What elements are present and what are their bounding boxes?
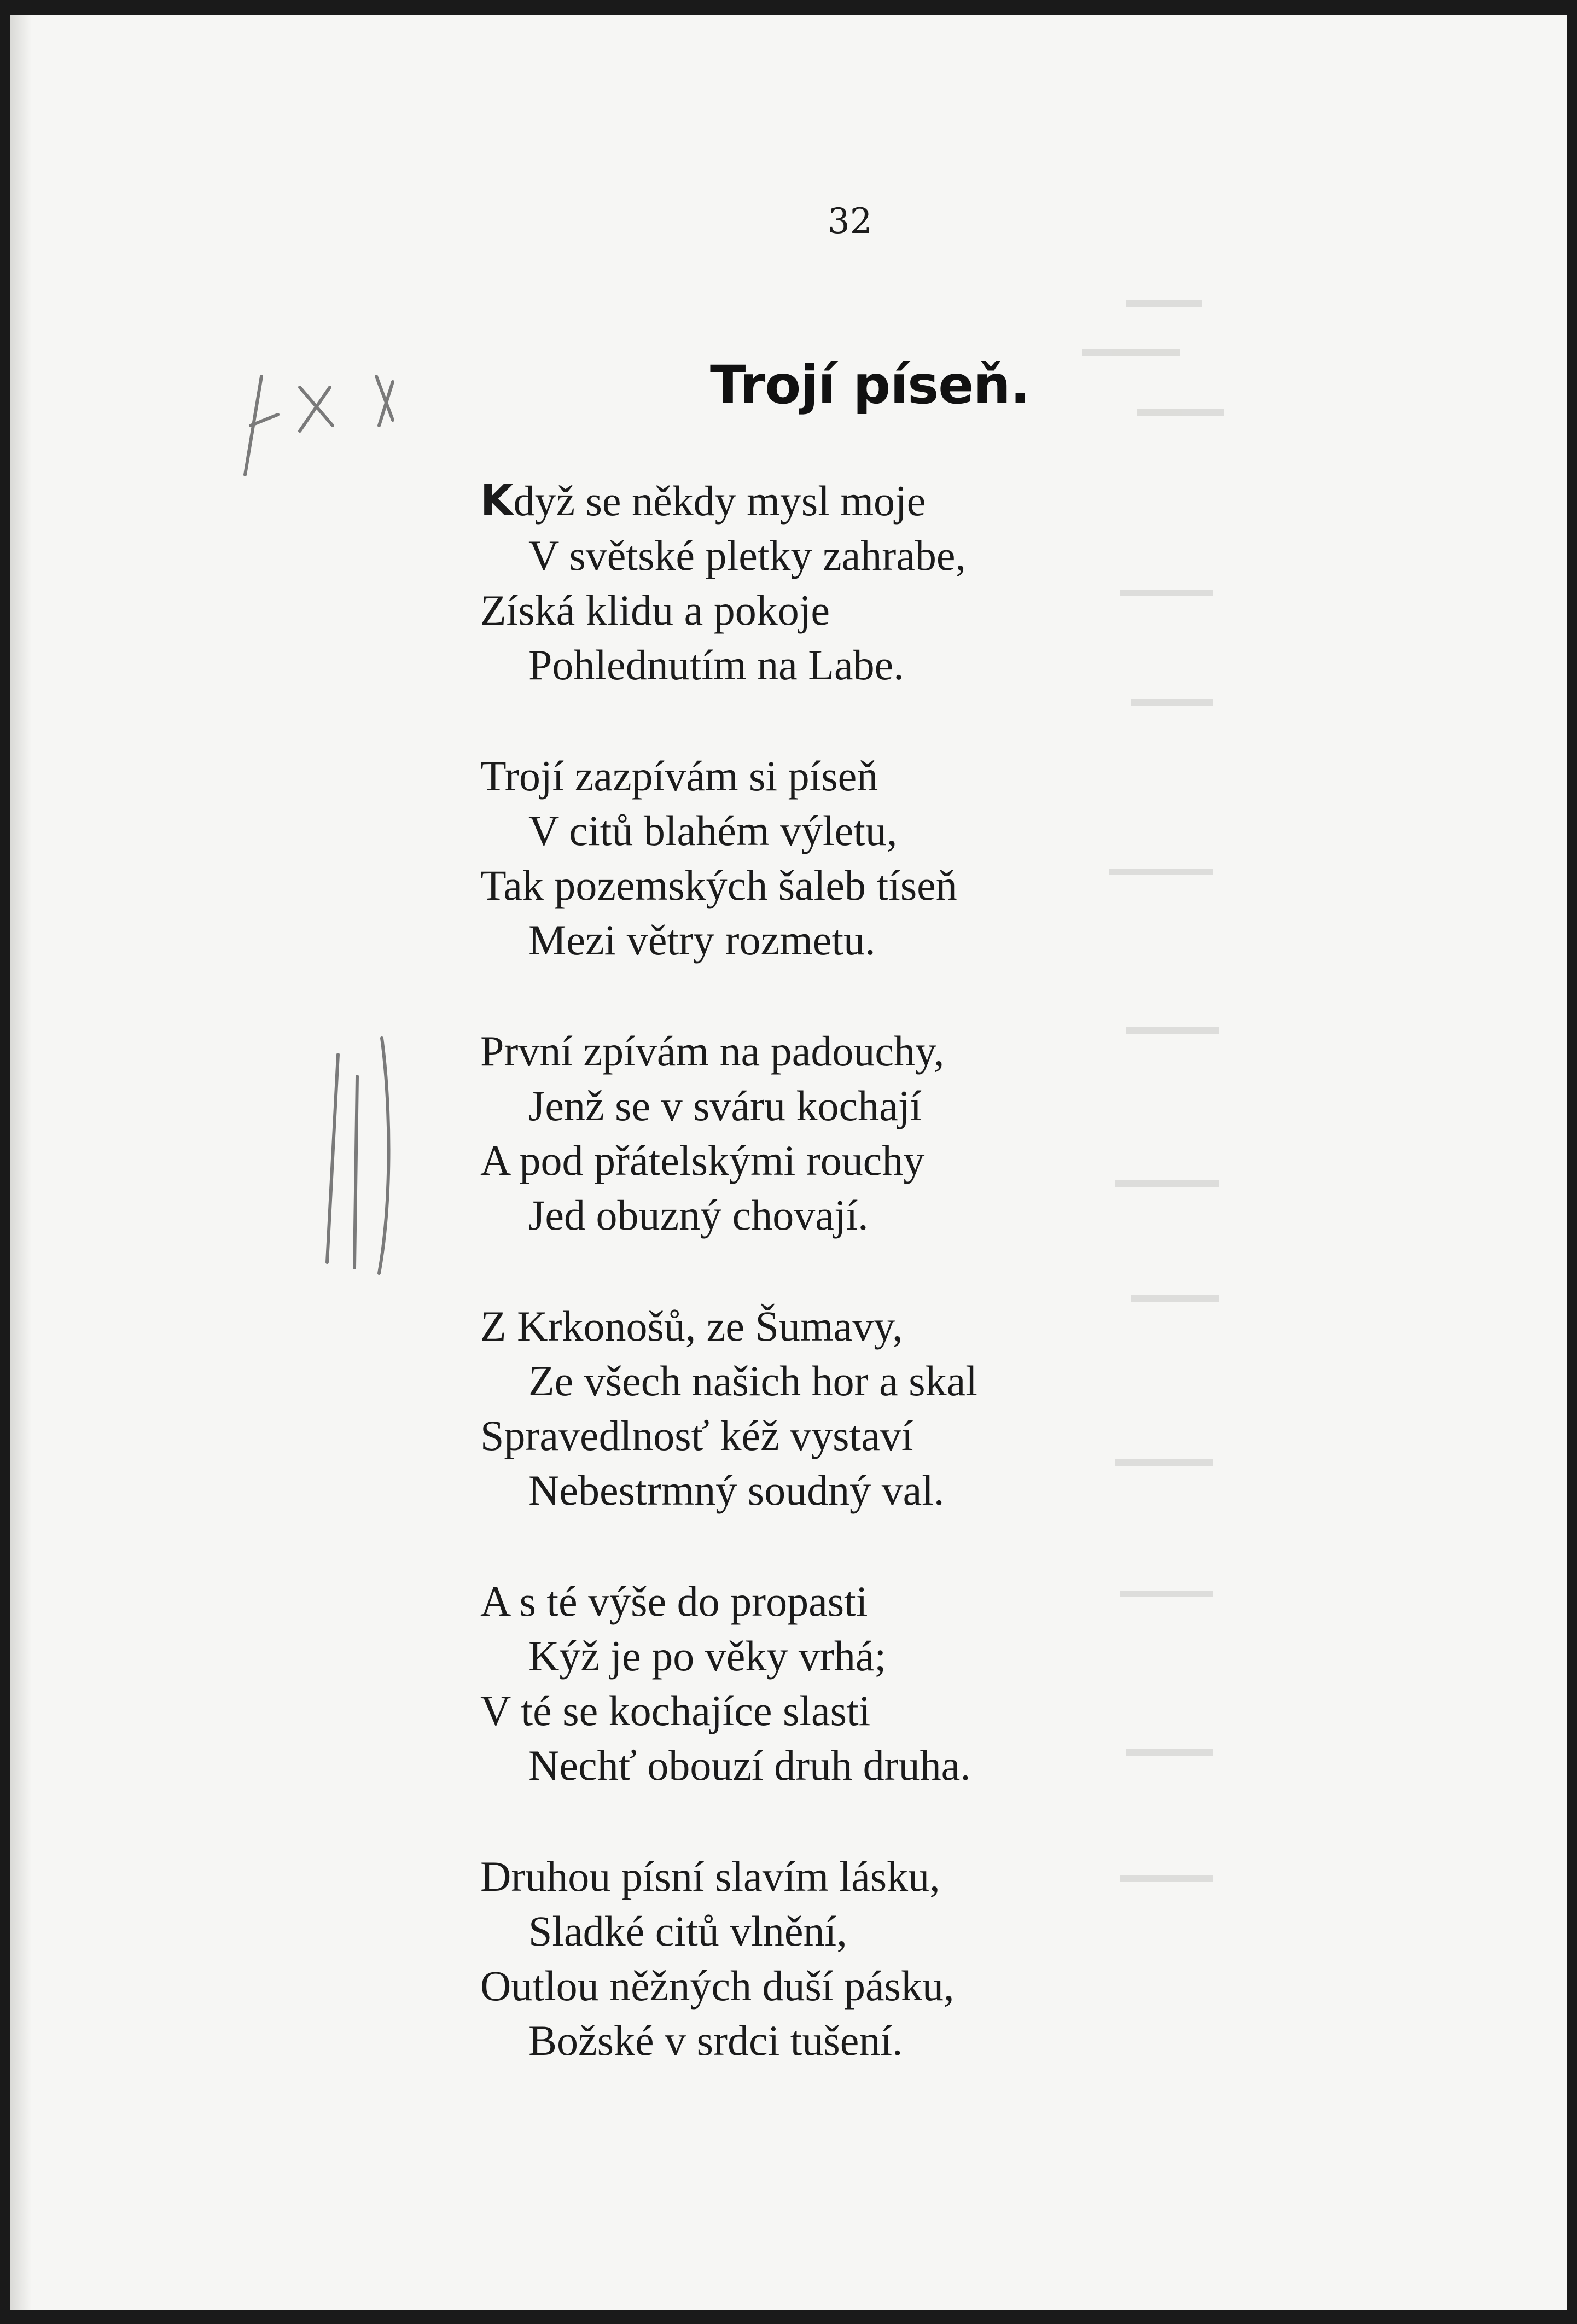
poem-line: První zpívám na padouchy, (480, 1027, 945, 1075)
poem-line: Nechť obouzí druh druha. (528, 1741, 971, 1789)
stanza (480, 1574, 1246, 1793)
poem-line: V světské pletky zahrabe, (528, 532, 966, 579)
pencil-margin-bracket (316, 1033, 404, 1284)
poem-line: Kýž je po věky vrhá; (528, 1632, 887, 1680)
page-edge-shadow (10, 15, 32, 2310)
poem-line: Pohlednutím na Labe. (528, 641, 904, 689)
poem-title: Trojí píseň. (710, 354, 1030, 416)
page-number: 32 (828, 201, 872, 242)
poem-line: Druhou písní slavím lásku, (480, 1853, 940, 1900)
pencil-marks-top-left (229, 365, 415, 486)
poem-line: Jenž se v sváru kochají (528, 1082, 922, 1129)
poem-line: Trojí zazpívám si píseň (480, 752, 878, 800)
poem-line: Božské v srdci tušení. (528, 2017, 903, 2064)
stanza (480, 749, 1246, 968)
poem-line: Outlou něžných duší pásku, (480, 1962, 955, 2010)
poem-line: Nebestrmný soudný val. (528, 1466, 945, 1514)
poem-line: V té se kochajíce slasti (480, 1687, 871, 1734)
poem-line: V citů blahém výletu, (528, 807, 898, 854)
poem-line: Ze všech našich hor a skal (528, 1357, 977, 1405)
stanza (480, 474, 1246, 692)
poem-line (480, 474, 1246, 528)
poem-line: Mezi větry rozmetu. (528, 916, 876, 964)
stanza (480, 1299, 1246, 1518)
book-page (10, 15, 1567, 2310)
poem-line: Jed obuzný chovají. (528, 1191, 869, 1239)
poem-body (480, 474, 1246, 2124)
poem-line: Sladké citů vlnění, (528, 1907, 847, 1955)
poem-line: Získá klidu a pokoje (480, 586, 830, 634)
drop-cap: K (480, 476, 514, 526)
poem-line: A pod přátelskými rouchy (480, 1137, 925, 1184)
poem-line: Spravedlnosť kéž vystaví (480, 1412, 913, 1459)
stanza (480, 1849, 1246, 2068)
poem-line: Z Krkonošů, ze Šumavy, (480, 1302, 903, 1350)
stanza (480, 1024, 1246, 1243)
poem-line-rest: dyž se někdy mysl moje (513, 477, 926, 525)
poem-line: A s té výše do propasti (480, 1577, 868, 1625)
poem-line: Tak pozemských šaleb tíseň (480, 861, 957, 909)
